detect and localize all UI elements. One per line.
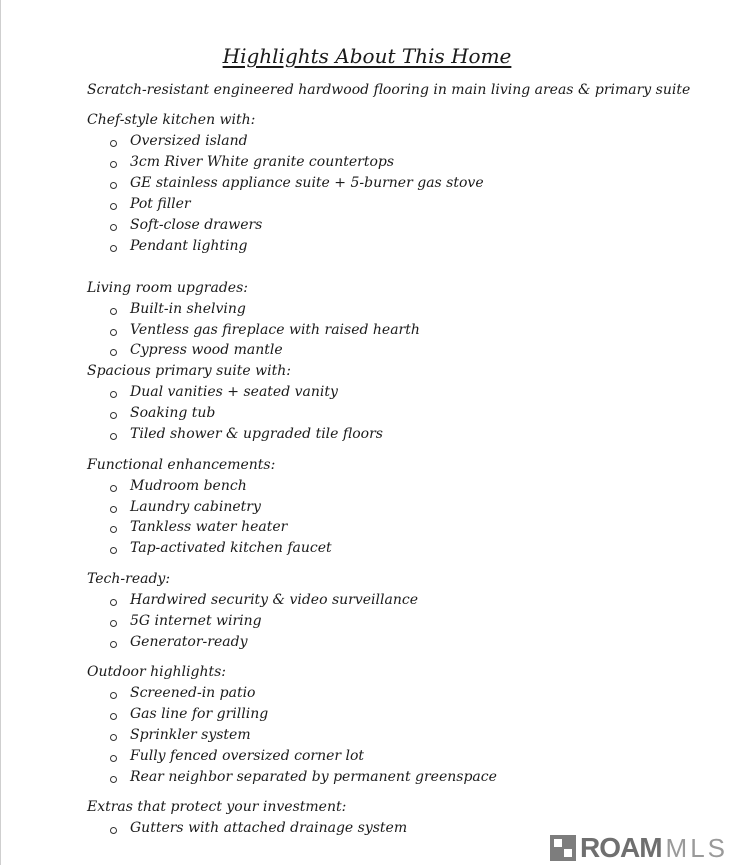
bullet-icon bbox=[110, 224, 117, 231]
bullet-icon bbox=[110, 620, 117, 627]
roam-mls-logo bbox=[550, 833, 728, 863]
list-item: Laundry cabinetry bbox=[130, 499, 261, 515]
bullet-icon bbox=[110, 308, 117, 315]
section-heading: Spacious primary suite with: bbox=[87, 363, 291, 379]
list-item: Hardwired security & video surveillance bbox=[130, 592, 418, 608]
bullet-icon bbox=[110, 547, 117, 554]
list-item: Pendant lighting bbox=[130, 238, 248, 254]
bullet-icon bbox=[110, 776, 117, 783]
bullet-icon bbox=[110, 755, 117, 762]
list-item: Gutters with attached drainage system bbox=[130, 820, 408, 836]
list-item: 3cm River White granite countertops bbox=[130, 154, 395, 170]
list-item: Tap-activated kitchen faucet bbox=[130, 540, 332, 556]
list-item: Soft-close drawers bbox=[130, 217, 263, 233]
bullet-icon bbox=[110, 182, 117, 189]
bullet-icon bbox=[110, 329, 117, 336]
list-item: Rear neighbor separated by permanent greenspace bbox=[130, 769, 497, 785]
intro-text: Scratch-resistant engineered hardwood flooring in main living areas & primary suite bbox=[87, 82, 691, 98]
list-item: Screened-in patio bbox=[130, 685, 256, 701]
list-item: Pot filler bbox=[130, 196, 191, 212]
bullet-icon bbox=[110, 485, 117, 492]
list-item: 5G internet wiring bbox=[130, 613, 262, 629]
list-item: GE stainless appliance suite + 5-burner gas stove bbox=[130, 175, 484, 191]
bullet-icon bbox=[110, 412, 117, 419]
bullet-icon bbox=[110, 391, 117, 398]
list-item: Built-in shelving bbox=[130, 301, 246, 317]
list-item: Ventless gas fireplace with raised hearth bbox=[130, 322, 420, 338]
list-item: Cypress wood mantle bbox=[130, 342, 283, 358]
bullet-icon bbox=[110, 245, 117, 252]
list-item: Gas line for grilling bbox=[130, 706, 269, 722]
bullet-icon bbox=[110, 161, 117, 168]
section-heading: Functional enhancements: bbox=[87, 457, 276, 473]
bullet-icon bbox=[110, 140, 117, 147]
bullet-icon bbox=[110, 203, 117, 210]
bullet-icon bbox=[110, 827, 117, 834]
section-heading: Living room upgrades: bbox=[87, 280, 248, 296]
bullet-icon bbox=[110, 692, 117, 699]
list-item: Sprinkler system bbox=[130, 727, 251, 743]
bullet-icon bbox=[110, 734, 117, 741]
bullet-icon bbox=[110, 599, 117, 606]
list-item: Soaking tub bbox=[130, 405, 216, 421]
bullet-icon bbox=[110, 526, 117, 533]
list-item: Oversized island bbox=[130, 133, 248, 149]
list-item: Dual vanities + seated vanity bbox=[130, 384, 338, 400]
bullet-icon bbox=[110, 433, 117, 440]
bullet-icon bbox=[110, 349, 117, 356]
list-item: Generator-ready bbox=[130, 634, 248, 650]
list-item: Tankless water heater bbox=[130, 519, 288, 535]
section-heading: Tech-ready: bbox=[87, 571, 171, 587]
page-title: Highlights About This Home bbox=[222, 44, 512, 68]
bullet-icon bbox=[110, 641, 117, 648]
page-edge bbox=[0, 0, 1, 865]
list-item: Mudroom bench bbox=[130, 478, 247, 494]
section-heading: Chef-style kitchen with: bbox=[87, 112, 256, 128]
list-item: Tiled shower & upgraded tile floors bbox=[130, 426, 383, 442]
section-heading: Extras that protect your investment: bbox=[87, 799, 347, 815]
logo-suffix: MLS bbox=[665, 832, 728, 863]
list-item: Fully fenced oversized corner lot bbox=[130, 748, 365, 764]
section-heading: Outdoor highlights: bbox=[87, 664, 227, 680]
logo-mark-icon bbox=[550, 835, 576, 861]
bullet-icon bbox=[110, 506, 117, 513]
bullet-icon bbox=[110, 713, 117, 720]
logo-brand: ROAM bbox=[579, 832, 662, 863]
